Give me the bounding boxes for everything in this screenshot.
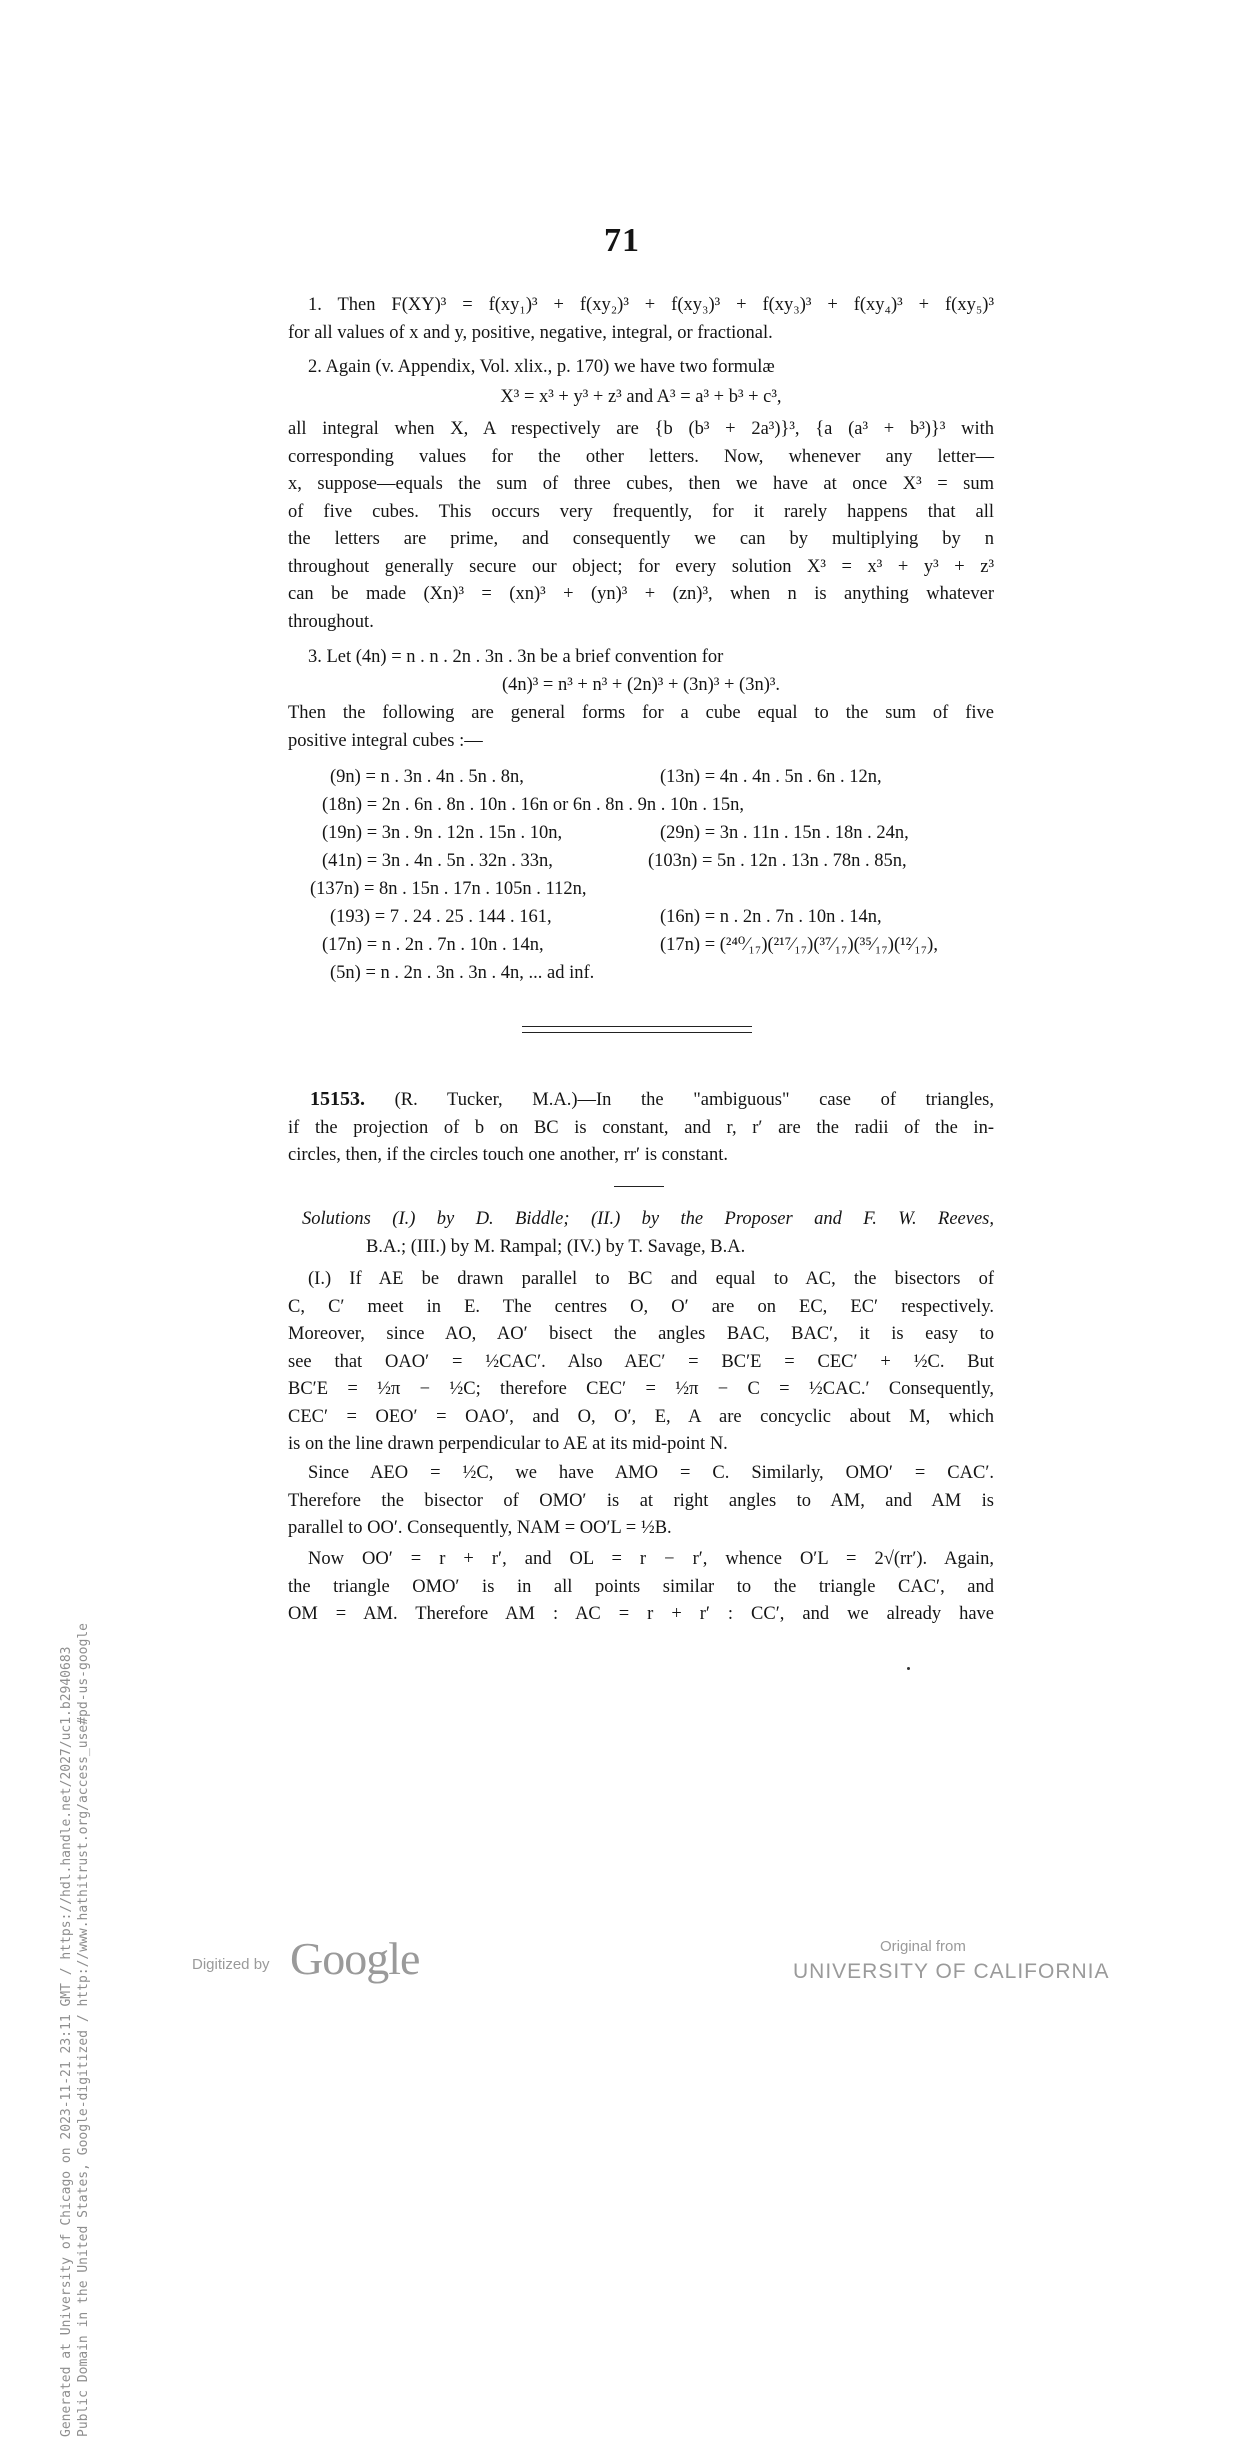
item3-line3: positive integral cubes :— — [288, 731, 483, 751]
short-rule — [614, 1186, 664, 1187]
solution-line: (I.) If AE be drawn parallel to BC and equal to AC, the bisectors of — [308, 1269, 994, 1289]
digitized-by-label: Digitized by — [192, 1956, 270, 1973]
forms-row: (17n) = n . 2n . 7n . 10n . 14n, — [322, 935, 544, 955]
stray-dot — [907, 1667, 910, 1670]
forms-row: (103n) = 5n . 12n . 13n . 78n . 85n, — [648, 851, 907, 871]
solution-line: OM = AM. Therefore AM : AC = r + r′ : CC′, and we already have — [288, 1604, 994, 1624]
forms-row: (17n) = (²⁴⁰⁄₁₇)(²¹⁷⁄₁₇)(³⁷⁄₁₇)(³⁵⁄₁₇)(¹²⁄₁₇), — [660, 935, 938, 955]
watermark-line1: Generated at University of Chicago on 2023-11-21 23:11 GMT / https://hdl.handle.net/2027/uc1.b2940683 — [59, 1646, 74, 2437]
item2-formula: X³ = x³ + y³ + z³ and A³ = a³ + b³ + c³, — [500, 387, 782, 407]
problem-number: 15153. — [310, 1088, 365, 1110]
item2-line: throughout generally secure our object; for every solution X³ = x³ + y³ + z³ — [288, 556, 994, 577]
solution-line: Now OO′ = r + r′, and OL = r − r′, whence O′L = 2√(rr′). Again, — [308, 1549, 994, 1569]
solution-line: Therefore the bisector of OMO′ is at right angles to AM, and AM is — [288, 1490, 994, 1511]
side-watermark — [58, 877, 92, 2437]
item1-line1: 1. Then F(XY)³ = f(xy₁)³ + f(xy₂)³ + f(xy₃)³ + f(xy₃)³ + f(xy₄)³ + f(xy₅)³ — [308, 295, 994, 315]
solution-line: see that OAO′ = ½CAC′. Also AEC′ = BC′E = CEC′ + ½C. But — [288, 1351, 994, 1372]
item3-line2: Then the following are general forms for a cube equal to the sum of five — [288, 703, 994, 723]
item2-line: of five cubes. This occurs very frequently, for it rarely happens that all — [288, 501, 994, 522]
item2-line: x, suppose—equals the sum of three cubes, then we have at once X³ = sum — [288, 474, 994, 494]
section-divider — [522, 1032, 752, 1033]
forms-row: (16n) = n . 2n . 7n . 10n . 14n, — [660, 907, 882, 927]
original-from-label: Original from — [880, 1938, 966, 1955]
solution-paragraph-1 — [288, 1266, 994, 1459]
google-logo: Google — [290, 1933, 420, 1984]
forms-row: (9n) = n . 3n . 4n . 5n . 8n, — [330, 767, 524, 787]
item2-line: corresponding values for the other letters. Now, whenever any letter— — [288, 446, 994, 467]
solution-line: the triangle OMO′ is in all points similar to the triangle CAC′, and — [288, 1576, 994, 1597]
solution-line: BC′E = ½π − ½C; therefore CEC′ = ½π − C = ½CAC.′ Consequently, — [288, 1379, 994, 1399]
section-divider — [522, 1026, 752, 1027]
watermark-line2: Public Domain in the United States, Google-digitized / http://www.hathitrust.org/access_use#pd-us-google — [76, 1623, 91, 2437]
solution-line: is on the line drawn perpendicular to AE at its mid-point N. — [288, 1434, 728, 1454]
forms-row: (13n) = 4n . 4n . 5n . 6n . 12n, — [660, 767, 882, 787]
solution-line: Since AEO = ½C, we have AMO = C. Similarly, OMO′ = CAC′. — [308, 1463, 994, 1483]
problem-statement — [288, 1086, 994, 1170]
item2-line: throughout. — [288, 611, 374, 632]
solution-line: CEC′ = OEO′ = OAO′, and O, O′, E, A are concyclic about M, which — [288, 1406, 994, 1427]
item2-line: the letters are prime, and consequently we can by multiplying by n — [288, 529, 994, 549]
item3-formula: (4n)³ = n³ + n³ + (2n)³ + (3n)³ + (3n)³. — [501, 675, 781, 695]
item1-line2: for all values of x and y, positive, negative, integral, or fractional. — [288, 323, 773, 343]
forms-row: (41n) = 3n . 4n . 5n . 32n . 33n, — [322, 851, 553, 871]
item3-line1: 3. Let (4n) = n . n . 2n . 3n . 3n be a brief convention for — [308, 647, 724, 667]
forms-row: (18n) = 2n . 6n . 8n . 10n . 16n or 6n . 8n . 9n . 10n . 15n, — [322, 795, 745, 815]
item2-line: all integral when X, A respectively are {b (b³ + 2a³)}³, {a (a³ + b³)}³ with — [288, 419, 994, 439]
item2-line1: 2. Again (v. Appendix, Vol. xlix., p. 170) we have two formulæ — [308, 357, 775, 377]
forms-row: (137n) = 8n . 15n . 17n . 105n . 112n, — [310, 879, 587, 899]
university-label: UNIVERSITY OF CALIFORNIA — [793, 1960, 1110, 1983]
solution-paragraph-3 — [288, 1546, 994, 1629]
item2-lines — [288, 416, 994, 636]
forms-row: (193) = 7 . 24 . 25 . 144 . 161, — [330, 907, 552, 927]
problem-line1: (R. Tucker, M.A.)—In the "ambiguous" case of triangles, — [394, 1090, 994, 1110]
problem-line: if the projection of b on BC is constant, and r, r′ are the radii of the in- — [288, 1117, 994, 1138]
forms-row: (29n) = 3n . 11n . 15n . 18n . 24n, — [660, 823, 909, 843]
problem-line — [288, 1086, 994, 1115]
solutions-line2: B.A.; (III.) by M. Rampal; (IV.) by T. Savage, B.A. — [366, 1237, 746, 1257]
solution-line: C, C′ meet in E. The centres O, O′ are on EC, EC′ respectively. — [288, 1296, 994, 1317]
solution-paragraph-2 — [288, 1460, 994, 1543]
solutions-line1: Solutions (I.) by D. Biddle; (II.) by the Proposer and F. W. Reeves, — [302, 1209, 994, 1229]
forms-row: (19n) = 3n . 9n . 12n . 15n . 10n, — [322, 823, 563, 843]
solution-line: parallel to OO′. Consequently, NAM = OO′L = ½B. — [288, 1518, 672, 1538]
page-number: 71 — [604, 222, 640, 259]
problem-line: circles, then, if the circles touch one another, rr′ is constant. — [288, 1145, 728, 1165]
solution-line: Moreover, since AO, AO′ bisect the angles BAC, BAC′, it is easy to — [288, 1324, 994, 1344]
forms-row: (5n) = n . 2n . 3n . 3n . 4n, ... ad inf. — [330, 963, 595, 983]
item2-line: can be made (Xn)³ = (xn)³ + (yn)³ + (zn)³, when n is anything whatever — [288, 584, 994, 604]
